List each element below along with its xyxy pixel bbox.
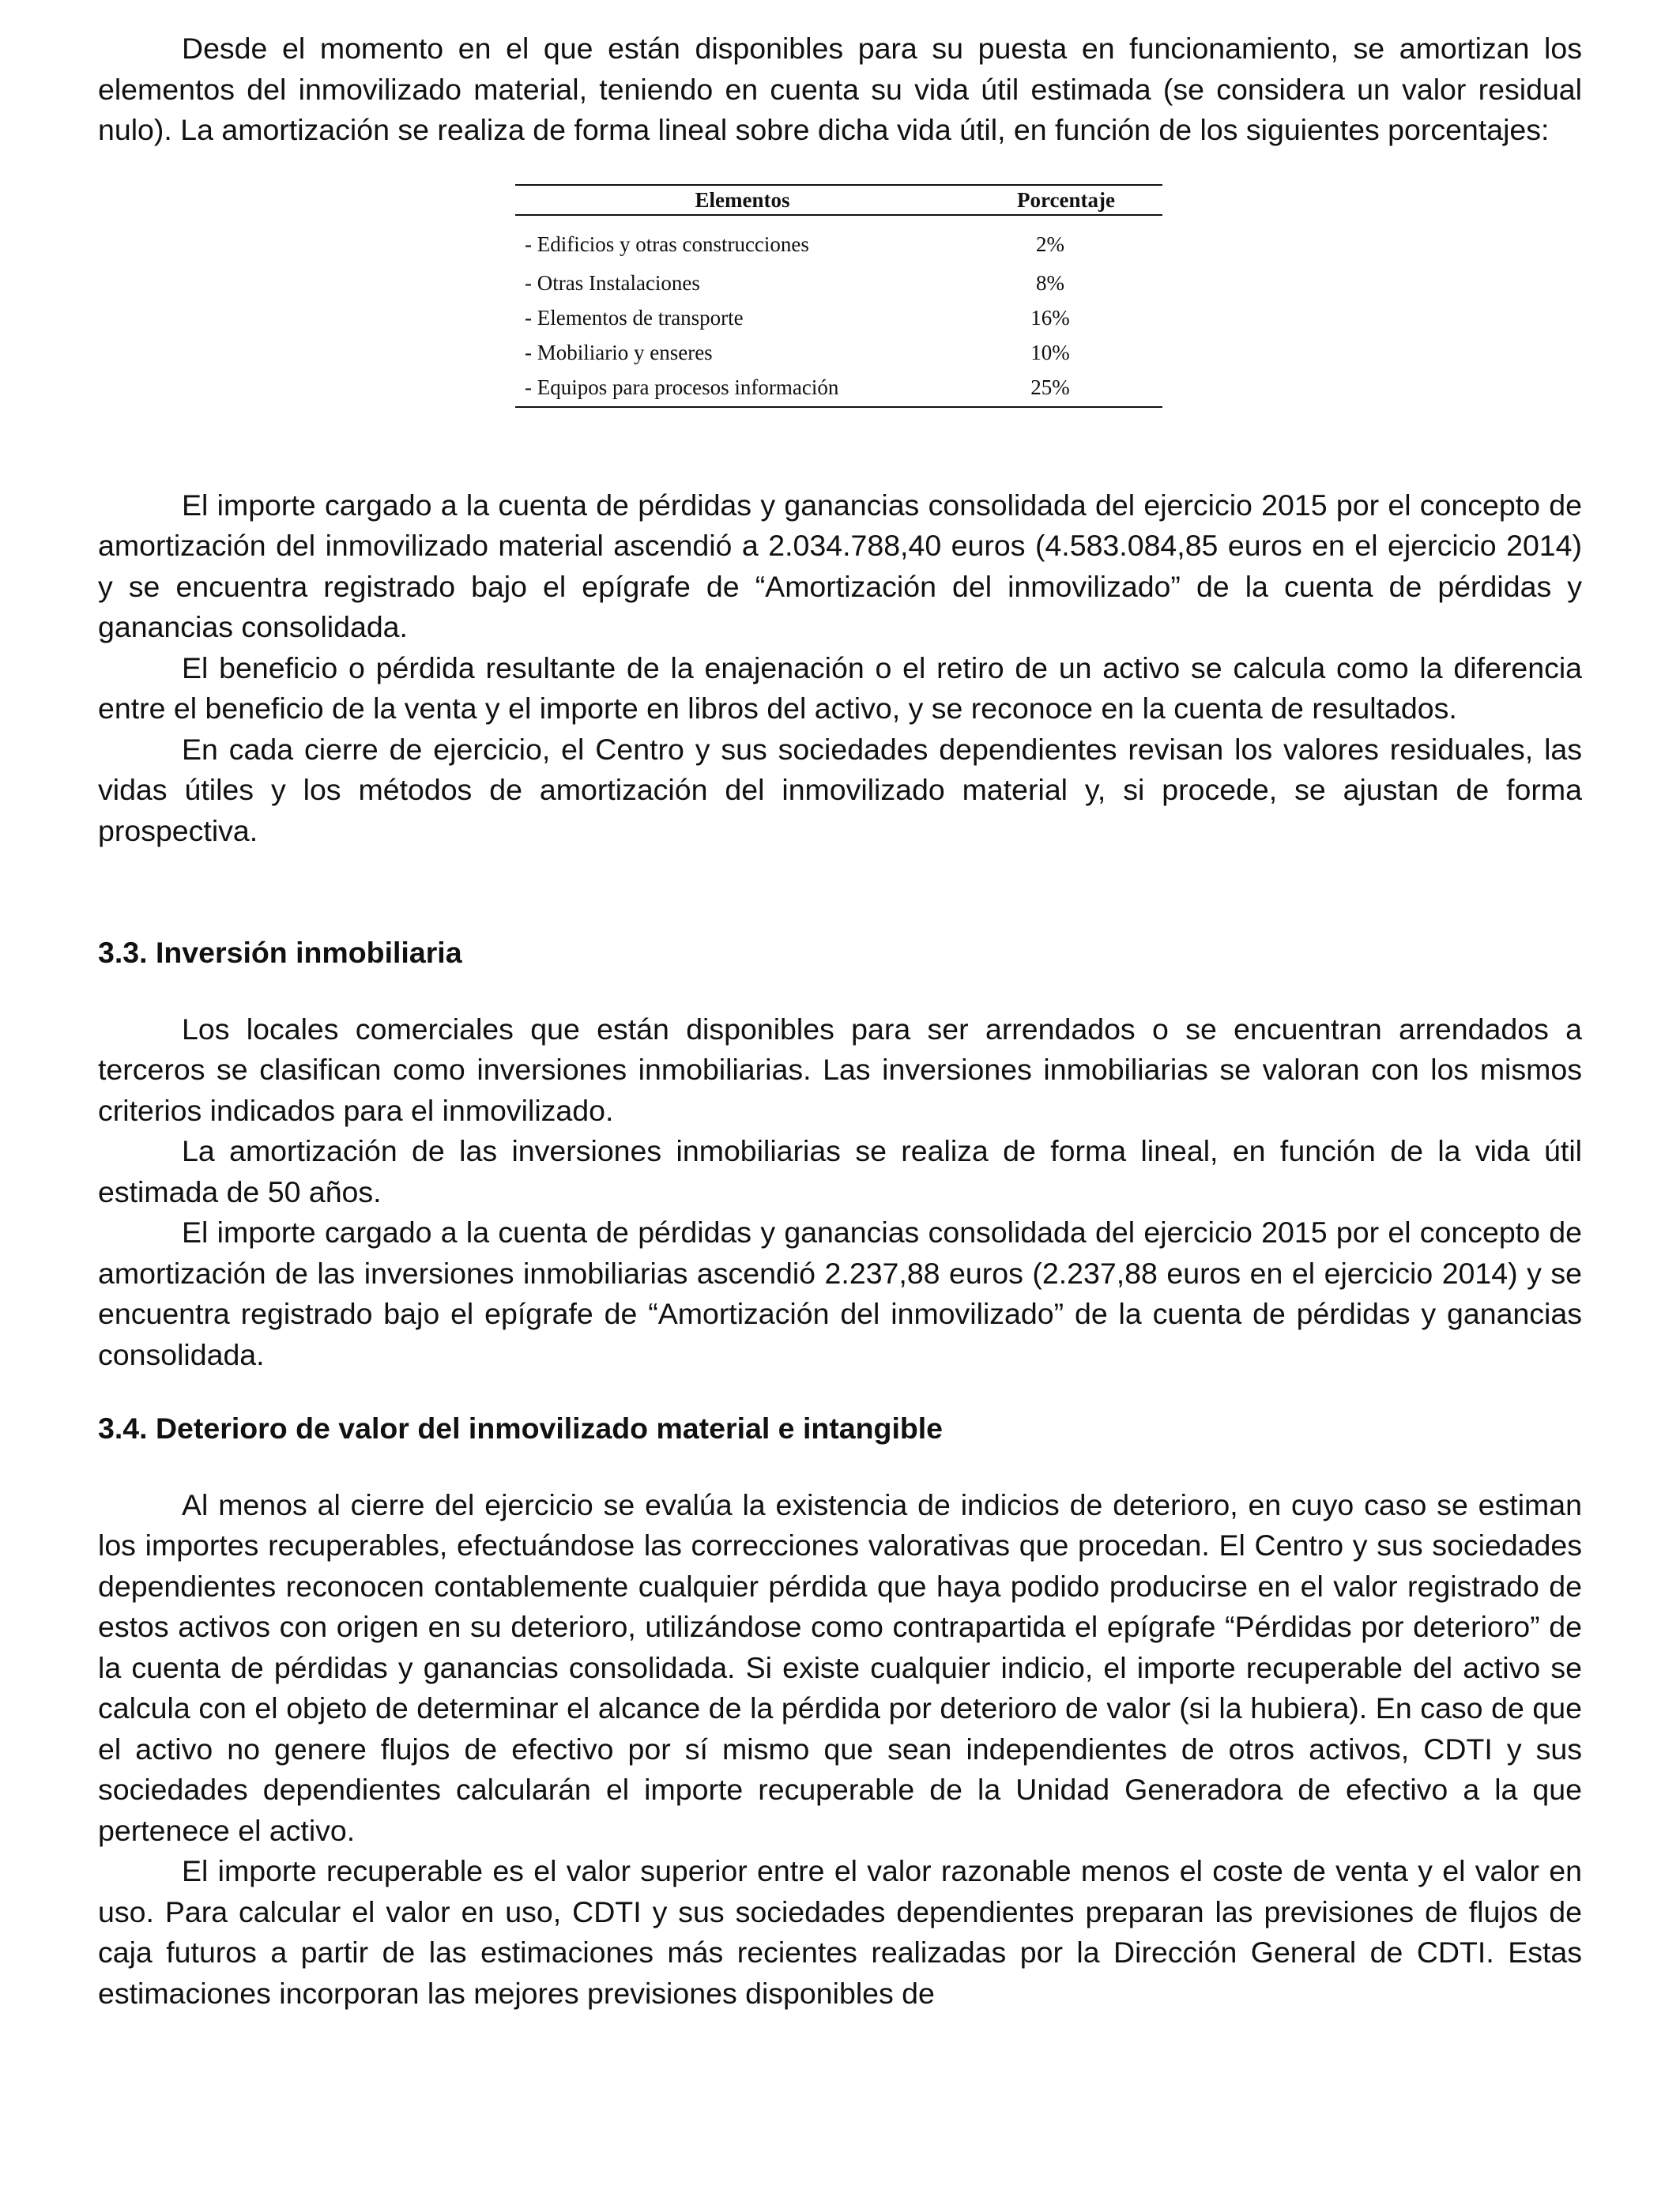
paragraph-investment-charge: El importe cargado a la cuenta de pérdidas y ganancias consolidada del ejercicio 2015 por el concepto de amortización de las inversiones inmobiliarias ascendió 2.237,88 euros (2.237,88 euros en el ejercicio 2014) y se encuentra registrado bajo el epígrafe de “Amortización del inmovilizado” de la cuenta de pérdidas y ganancias consolidada.	[98, 1216, 1582, 1371]
row-porcentaje: 8%	[1036, 270, 1064, 295]
table-row	[515, 370, 1162, 407]
section-heading-3-4: 3.4. Deterioro de valor del inmovilizado material e intangible	[98, 1412, 944, 1445]
row-elemento: - Edificios y otras construcciones	[525, 232, 809, 256]
row-porcentaje: 16%	[1030, 305, 1070, 330]
row-elemento: - Otras Instalaciones	[525, 270, 700, 295]
row-elemento: - Elementos de transporte	[525, 305, 744, 330]
paragraph-amortization-charge: El importe cargado a la cuenta de pérdidas y ganancias consolidada del ejercicio 2015 por el concepto de amortización del inmovilizado material ascendió a 2.034.788,40 euros (4.583.084,85 euros en el ejercicio 2014) y se encuentra registrado bajo el epígrafe de “Amortización del inmovilizado” de la cuenta de pérdidas y ganancias consolidada.	[98, 488, 1582, 643]
section-heading-3-3: 3.3. Inversión inmobiliaria	[98, 936, 462, 969]
paragraph-year-end-review: En cada cierre de ejercicio, el Centro y sus sociedades dependientes revisan los valores residuales, las vidas útiles y los métodos de amortización del inmovilizado material y, si procede, se ajustan de forma prospectiva.	[98, 732, 1582, 847]
table-row	[515, 215, 1162, 264]
table-header-row	[515, 185, 1162, 215]
paragraph-impairment: Al menos al cierre del ejercicio se evalúa la existencia de indicios de deterioro, en cuyo caso se estiman los importes recuperables, efectuándose las correcciones valorativas que procedan. El Centro y sus sociedades dependientes reconocen contablemente cualquier pérdida que haya podido producirse en el valor registrado de estos activos con origen en su deterioro, utilizándose como contrapartida el epígrafe “Pérdidas por deterioro” de la cuenta de pérdidas y ganancias consolidada. Si existe cualquier indicio, el importe recuperable del activo se calcula con el objeto de determinar el alcance de la pérdida por deterioro de valor (si la hubiera). En caso de que el activo no genere flujos de efectivo por sí mismo que sean independientes de otros activos, CDTI y sus sociedades dependientes calcularán el importe recuperable de la Unidad Generadora de efectivo a la que pertenece el activo.	[98, 1487, 1582, 1847]
row-elemento: - Mobiliario y enseres	[525, 340, 713, 364]
row-elemento: - Equipos para procesos información	[525, 375, 839, 399]
header-porcentaje: Porcentaje	[1017, 187, 1115, 212]
intro-paragraph: Desde el momento en el que están disponibles para su puesta en funcionamiento, se amortizan los elementos del inmovilizado material, teniendo en cuenta su vida útil estimada (se considera un valor residual nulo). La amortización se realiza de forma lineal sobre dicha vida útil, en función de los siguientes porcentajes:	[98, 32, 1582, 146]
amortization-table	[515, 184, 1162, 408]
header-elementos: Elementos	[695, 187, 790, 212]
table-row	[515, 300, 1162, 335]
row-porcentaje: 10%	[1030, 340, 1070, 364]
row-porcentaje: 25%	[1030, 375, 1070, 399]
paragraph-investment-amortization: La amortización de las inversiones inmobiliarias se realiza de forma lineal, en función de la vida útil estimada de 50 años.	[98, 1134, 1582, 1208]
paragraph-disposal-gain: El beneficio o pérdida resultante de la enajenación o el retiro de un activo se calcula como la diferencia entre el beneficio de la venta y el importe en libros del activo, y se reconoce en la cuenta de resultados.	[98, 650, 1582, 725]
paragraph-investment-property: Los locales comerciales que están disponibles para ser arrendados o se encuentran arrendados a terceros se clasifican como inversiones inmobiliarias. Las inversiones inmobiliarias se valoran con los mismos criterios indicados para el inmovilizado.	[98, 1012, 1582, 1127]
row-porcentaje: 2%	[1036, 232, 1064, 256]
paragraph-recoverable-amount: El importe recuperable es el valor superior entre el valor razonable menos el coste de venta y el valor en uso. Para calcular el valor en uso, CDTI y sus sociedades dependientes preparan las previsiones de flujos de caja futuros a partir de las estimaciones más recientes realizadas por la Dirección General de CDTI. Estas estimaciones incorporan las mejores previsiones disponibles de	[98, 1854, 1582, 2010]
table-row	[515, 335, 1162, 370]
table-row	[515, 264, 1162, 300]
